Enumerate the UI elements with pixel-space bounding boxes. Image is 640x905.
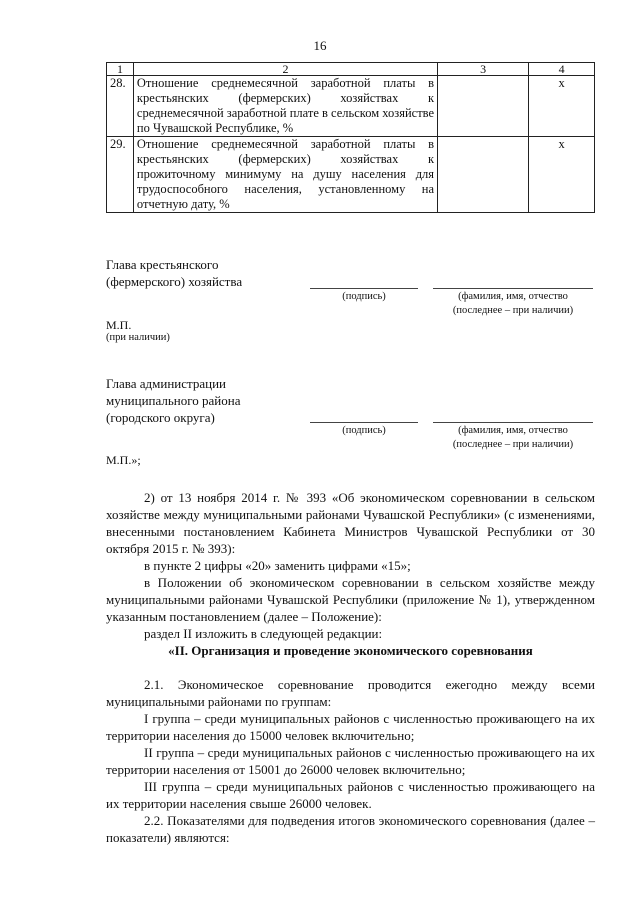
farm-head-title-line1: Глава крестьянского (106, 257, 219, 272)
name-caption-line1: (фамилия, имя, отчество (458, 291, 568, 302)
paragraph: 2) от 13 ноября 2014 г. № 393 «Об экономическом соревновании в сельском хозяйстве между муниципальными районами Чувашской Республики» (с изменениями, внесенными постановлением Кабинета Министров Чувашской Республики от 30 октября 2015 г. № 393): (106, 490, 595, 556)
amendment-block (106, 489, 595, 642)
value-cell (438, 137, 529, 213)
admin-head-title-line3: (городского округа) (106, 410, 215, 425)
indicators-table (106, 62, 595, 213)
name-line (433, 422, 593, 423)
paragraph: раздел II изложить в следующей редакции: (144, 626, 383, 641)
signature-line (310, 422, 418, 423)
seal-mark: М.П.»; (106, 453, 141, 467)
value-cell: x (529, 137, 595, 213)
farm-head-title-line2: (фермерского) хозяйства (106, 274, 243, 289)
paragraph: II группа – среди муниципальных районов с численностью проживающего на их территории населения от 15001 до 26000 человек включительно; (106, 745, 595, 777)
column-header: 4 (529, 63, 595, 76)
paragraph: 2.1. Экономическое соревнование проводится ежегодно между всеми муниципальными районами по группам: (106, 677, 595, 709)
column-header: 2 (133, 63, 437, 76)
column-header: 3 (438, 63, 529, 76)
name-caption-line2: (последнее – при наличии) (452, 305, 574, 316)
name-line (433, 288, 593, 289)
table-header-row (107, 63, 595, 76)
name-caption-line2: (последнее – при наличии) (452, 439, 574, 450)
value-cell: x (529, 76, 595, 137)
table-row (107, 76, 595, 137)
signature-line (310, 288, 418, 289)
signature-caption: (подпись) (342, 425, 386, 436)
page-number: 16 (313, 38, 327, 53)
admin-head-title-line1: Глава администрации (106, 376, 227, 391)
paragraph: 2.2. Показателями для подведения итогов экономического соревнования (далее – показатели) являются: (106, 813, 595, 845)
seal-mark: М.П. (106, 318, 132, 332)
seal-note: (при наличии) (106, 332, 170, 343)
indicator-text: Отношение среднемесячной заработной платы в крестьянских (фермерских) хозяйствах к прожиточному минимуму на душу населения для трудоспособного населения, установленному на отчетную дату, % (133, 137, 437, 213)
row-number: 29. (107, 137, 134, 213)
signature-caption: (подпись) (342, 291, 386, 302)
paragraph: III группа – среди муниципальных районов с численностью проживающего на их территории населения свыше 26000 человек. (106, 779, 595, 811)
indicator-text: Отношение среднемесячной заработной платы в крестьянских (фермерских) хозяйствах к среднемесячной заработной плате в сельском хозяйстве по Чувашской Республике, % (133, 76, 437, 137)
paragraph: в Положении об экономическом соревновании в сельском хозяйстве между муниципальными районами Чувашской Республики (приложение № 1), утвержденном указанным постановлением (далее – Положение): (106, 575, 595, 624)
column-header: 1 (107, 63, 134, 76)
row-number: 28. (107, 76, 134, 137)
value-cell (438, 76, 529, 137)
table-row (107, 137, 595, 213)
name-caption-line1: (фамилия, имя, отчество (458, 425, 568, 436)
paragraph: I группа – среди муниципальных районов с численностью проживающего на их территории населения до 15000 человек включительно; (106, 711, 595, 743)
section-body (106, 676, 595, 846)
section-heading: «II. Организация и проведение экономического соревнования (168, 643, 533, 658)
paragraph: в пункте 2 цифры «20» заменить цифрами «15»; (144, 558, 411, 573)
admin-head-title-line2: муниципального района (106, 393, 241, 408)
